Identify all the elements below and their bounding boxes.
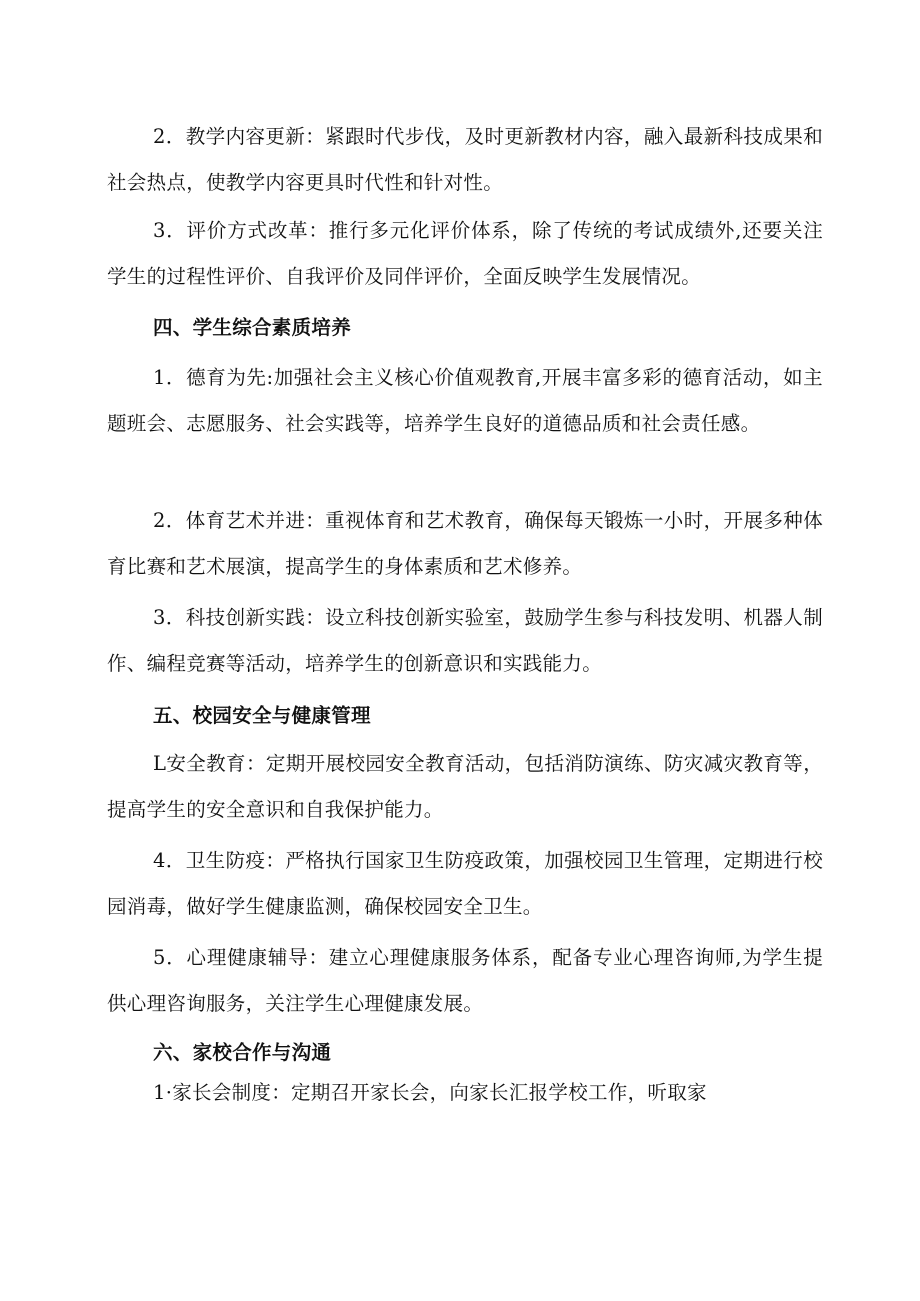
paragraph-safety-education: L安全教育：定期开展校园安全教育活动，包括消防演练、防灾减灾教育等，提高学生的安全意识和自我保护能力。 xyxy=(107,752,823,821)
paragraph-teaching-content-update: 2．教学内容更新：紧跟时代步伐，及时更新教材内容，融入最新科技成果和社会热点，使教学内容更具时代性和针对性。 xyxy=(107,125,823,194)
section-heading-home-school: 六、家校合作与沟通 xyxy=(153,1041,332,1064)
paragraph-mental-health: 5．心理健康辅导：建立心理健康服务体系，配备专业心理咨询师,为学生提供心理咨询服务，关注学生心理健康发展。 xyxy=(107,946,823,1015)
paragraph-parent-meeting: 1·家长会制度：定期召开家长会，向家长汇报学校工作，听取家 xyxy=(153,1081,707,1104)
paragraph-moral-education: 1．德育为先:加强社会主义核心价值观教育,开展丰富多彩的德育活动，如主题班会、志愿服务、社会实践等，培养学生良好的道德品质和社会责任感。 xyxy=(107,366,823,435)
section-heading-campus-safety: 五、校园安全与健康管理 xyxy=(153,704,371,727)
paragraph-tech-innovation: 3．科技创新实践：设立科技创新实验室，鼓励学生参与科技发明、机器人制作、编程竞赛等活动，培养学生的创新意识和实践能力。 xyxy=(107,606,823,675)
section-heading-student-quality: 四、学生综合素质培养 xyxy=(153,316,352,339)
paragraph-hygiene-epidemic: 4．卫生防疫：严格执行国家卫生防疫政策，加强校园卫生管理，定期进行校园消毒，做好学生健康监测，确保校园安全卫生。 xyxy=(107,849,823,918)
paragraph-evaluation-reform: 3．评价方式改革：推行多元化评价体系，除了传统的考试成绩外,还要关注学生的过程性评价、自我评价及同伴评价，全面反映学生发展情况。 xyxy=(107,219,823,288)
paragraph-sports-art: 2．体育艺术并进：重视体育和艺术教育，确保每天锻炼一小时，开展多种体育比赛和艺术展演，提高学生的身体素质和艺术修养。 xyxy=(107,509,823,578)
